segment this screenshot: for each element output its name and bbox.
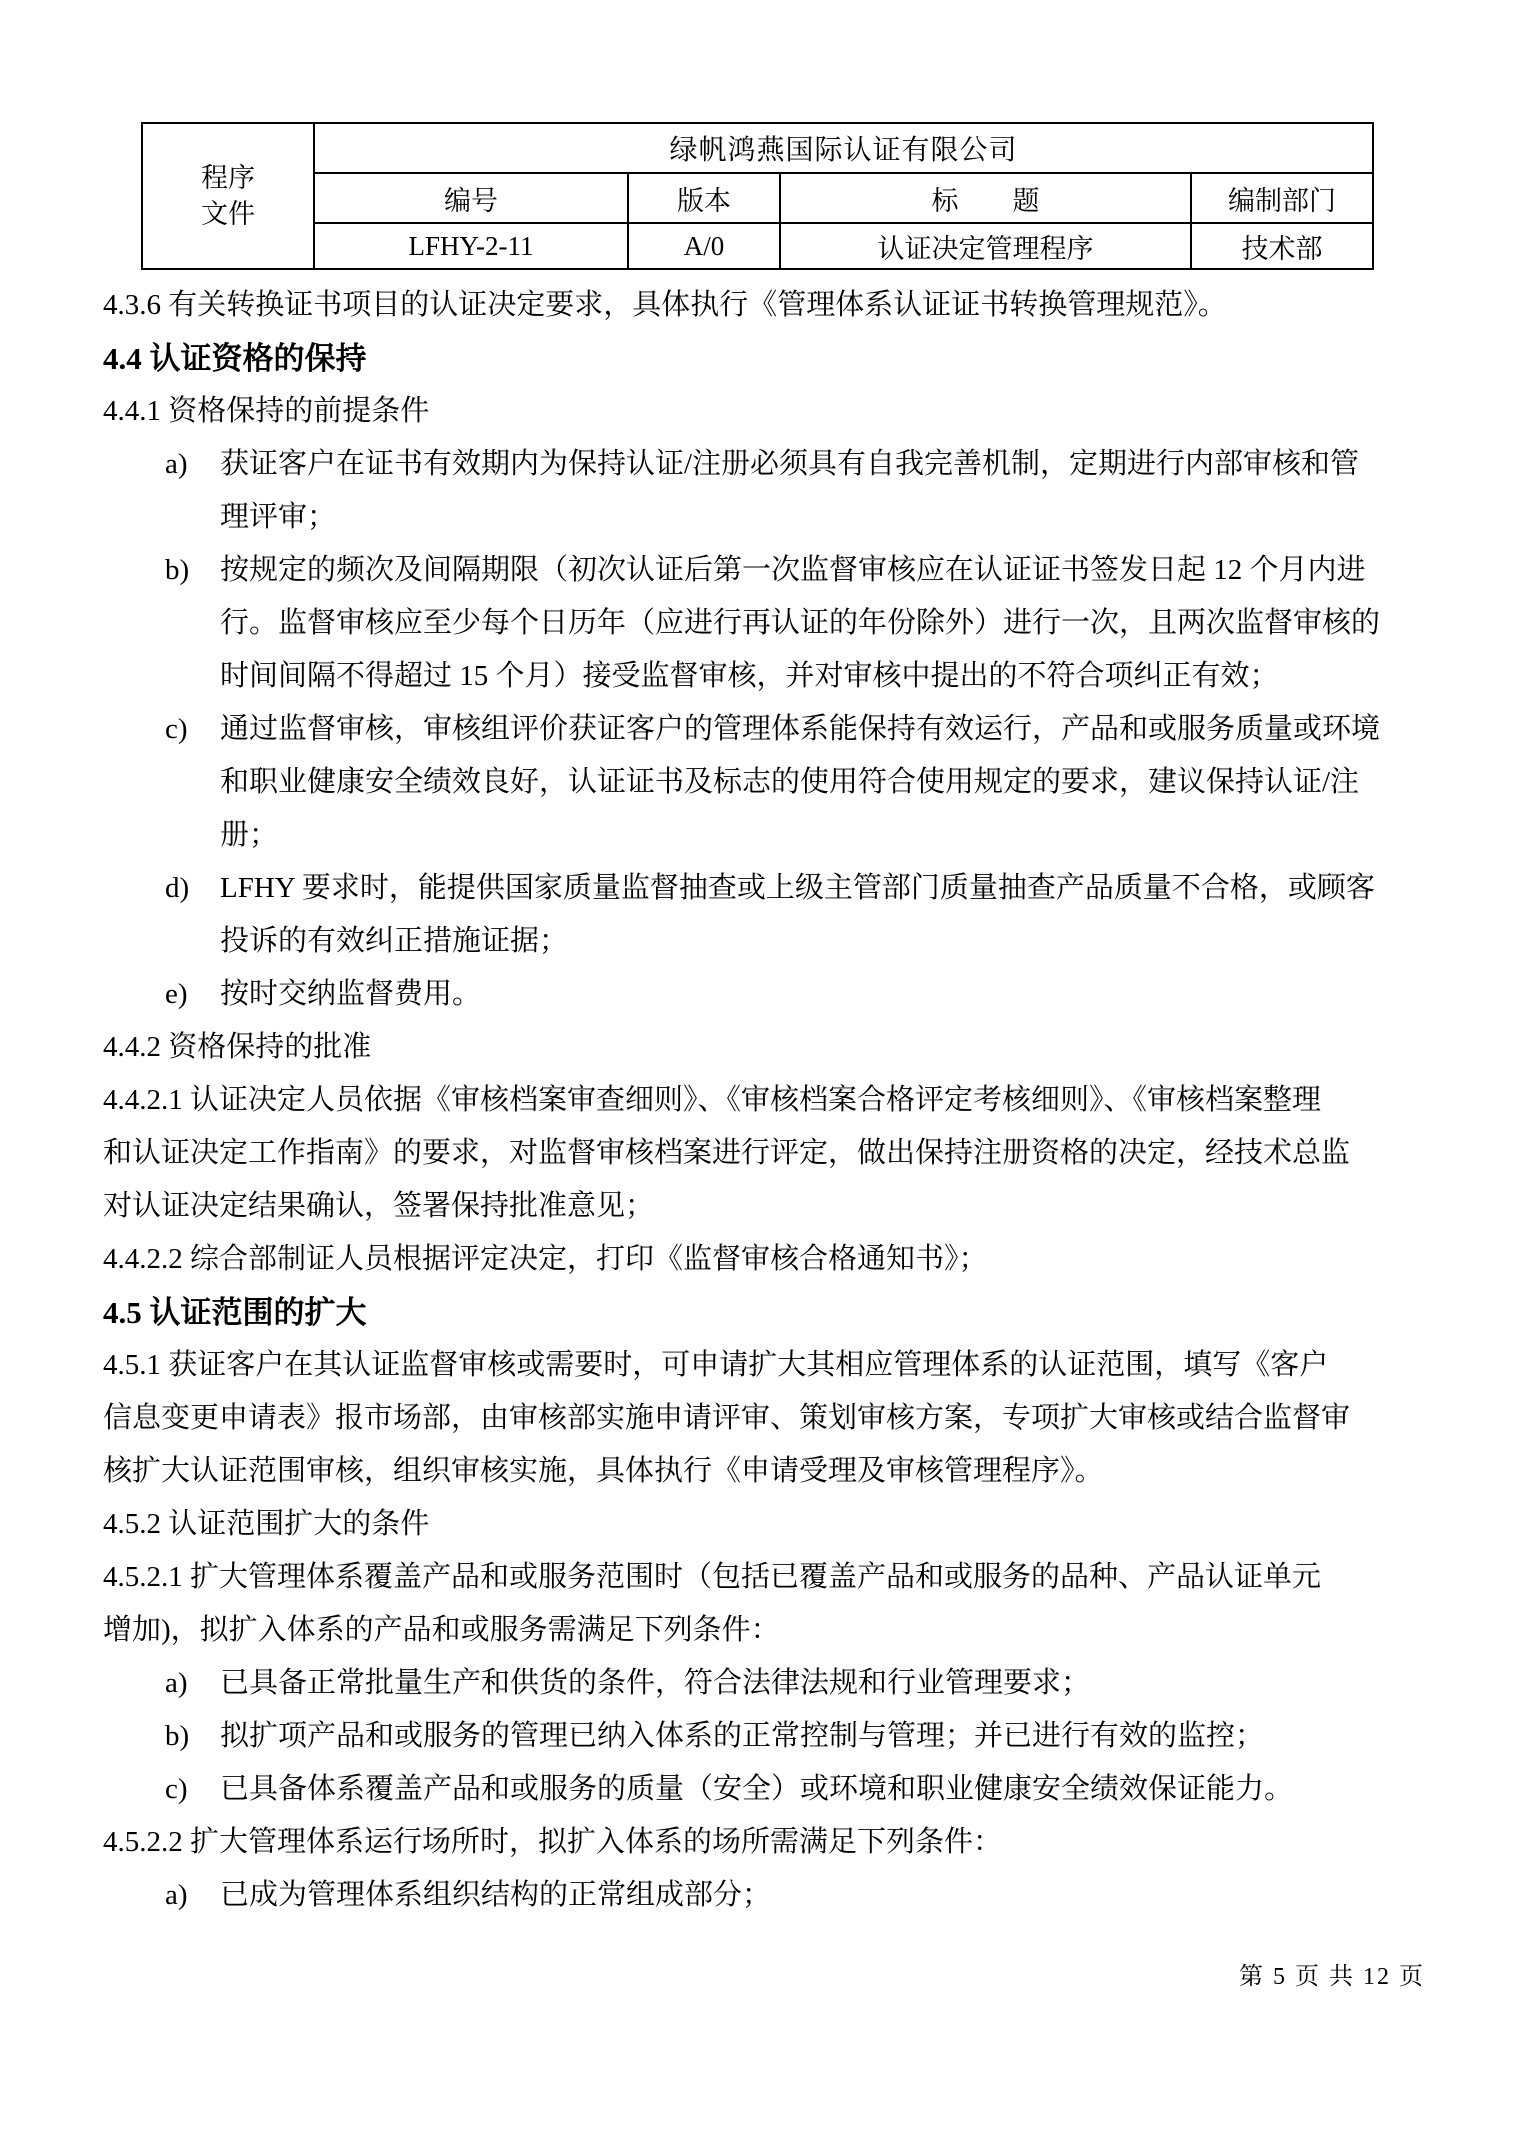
text-line: 4.4.2.1 认证决定人员依据《审核档案审查细则》、《审核档案合格评定考核细则》、《审核档案整理 [103, 1084, 1322, 1116]
item-label: a) [165, 448, 188, 480]
column-header-code: 编号 [314, 173, 628, 223]
company-name: 绿帆鸿燕国际认证有限公司 [314, 123, 1373, 173]
section-heading: 4.5 认证范围的扩大 [103, 1295, 367, 1330]
text-line [103, 1763, 1449, 1816]
text-line: 行。监督审核应至少每个日历年（应进行再认证的年份除外）进行一次，且两次监督审核的 [220, 607, 1381, 639]
item-text: 已具备正常批量生产和供货的条件，符合法律法规和行业管理要求； [220, 1667, 1091, 1699]
section-heading: 4.4 认证资格的保持 [103, 341, 367, 376]
doc-version-value: A/0 [628, 223, 780, 269]
item-label: e) [165, 978, 188, 1010]
item-label: c) [165, 1773, 188, 1805]
text-line: 时间间隔不得超过 15 个月）接受监督审核，并对审核中提出的不符合项纠正有效； [220, 660, 1279, 692]
text-line: 4.3.6 有关转换证书项目的认证决定要求，具体执行《管理体系认证证书转换管理规范》。 [103, 289, 1227, 321]
item-text: 按时交纳监督费用。 [220, 978, 482, 1010]
text-line: 增加)，拟扩入体系的产品和或服务需满足下列条件： [103, 1614, 780, 1646]
item-label: c) [165, 713, 188, 745]
column-header-version: 版本 [628, 173, 780, 223]
column-header-dept: 编制部门 [1191, 173, 1373, 223]
doc-title-value: 认证决定管理程序 [780, 223, 1191, 269]
item-text: 通过监督审核，审核组评价获证客户的管理体系能保持有效运行，产品和或服务质量或环境 [220, 713, 1381, 745]
page-number-footer: 第 5 页 共 12 页 [1239, 1964, 1425, 1990]
text-line: 4.5.2.1 扩大管理体系覆盖产品和或服务范围时（包括已覆盖产品和或服务的品种、产品认证单元 [103, 1561, 1322, 1593]
text-line: 对认证决定结果确认，签署保持批准意见； [103, 1190, 655, 1222]
text-line: 册； [220, 819, 279, 851]
item-label: a) [165, 1667, 188, 1699]
text-line: 和认证决定工作指南》的要求，对监督审核档案进行评定，做出保持注册资格的决定，经技术总监 [103, 1137, 1351, 1169]
text-line: 4.4.1 资格保持的前提条件 [103, 395, 430, 427]
text-line [103, 544, 1449, 597]
item-label: b) [165, 554, 190, 586]
column-header-title: 标 题 [780, 173, 1191, 223]
text-line: 信息变更申请表》报市场部，由审核部实施申请评审、策划审核方案，专项扩大审核或结合监督审 [103, 1402, 1351, 1434]
item-text: LFHY 要求时，能提供国家质量监督抽查或上级主管部门质量抽查产品质量不合格，或顾客 [220, 872, 1375, 904]
item-label: b) [165, 1720, 190, 1752]
item-text: 已具备体系覆盖产品和或服务的质量（安全）或环境和职业健康安全绩效保证能力。 [220, 1773, 1294, 1805]
text-line: 投诉的有效纠正措施证据； [220, 925, 569, 957]
doc-code-value: LFHY-2-11 [314, 223, 628, 269]
doc-type-line1: 程序 [201, 163, 255, 193]
item-text: 拟扩项产品和或服务的管理已纳入体系的正常控制与管理；并已进行有效的监控； [220, 1720, 1265, 1752]
doc-type-cell [142, 123, 314, 269]
text-line: 核扩大认证范围审核，组织审核实施，具体执行《申请受理及审核管理程序》。 [103, 1455, 1104, 1487]
text-line [103, 1869, 1449, 1922]
text-line [103, 968, 1449, 1021]
text-line [103, 1710, 1449, 1763]
item-label: d) [165, 872, 190, 904]
text-line: 4.5.2.2 扩大管理体系运行场所时，拟扩入体系的场所需满足下列条件： [103, 1826, 1003, 1858]
text-line: 4.5.2 认证范围扩大的条件 [103, 1508, 430, 1540]
text-line: 和职业健康安全绩效良好，认证证书及标志的使用符合使用规定的要求，建议保持认证/注 [220, 766, 1360, 798]
text-line: 4.4.2 资格保持的批准 [103, 1031, 372, 1063]
text-line: 4.4.2.2 综合部制证人员根据评定决定，打印《监督审核合格通知书》； [103, 1243, 988, 1275]
text-line [103, 1657, 1449, 1710]
item-label: a) [165, 1879, 188, 1911]
document-header-table [141, 122, 1374, 270]
document-body [103, 279, 1449, 1922]
text-line: 理评审； [220, 501, 337, 533]
text-line [103, 703, 1449, 756]
text-line [103, 862, 1449, 915]
doc-dept-value: 技术部 [1191, 223, 1373, 269]
doc-type-line2: 文件 [201, 199, 255, 229]
item-text: 已成为管理体系组织结构的正常组成部分； [220, 1879, 772, 1911]
item-text: 获证客户在证书有效期内为保持认证/注册必须具有自我完善机制，定期进行内部审核和管 [220, 448, 1360, 480]
item-text: 按规定的频次及间隔期限（初次认证后第一次监督审核应在认证证书签发日起 12 个月内进 [220, 554, 1366, 586]
text-line [103, 438, 1449, 491]
text-line: 4.5.1 获证客户在其认证监督审核或需要时，可申请扩大其相应管理体系的认证范围，填写《客户 [103, 1349, 1329, 1381]
